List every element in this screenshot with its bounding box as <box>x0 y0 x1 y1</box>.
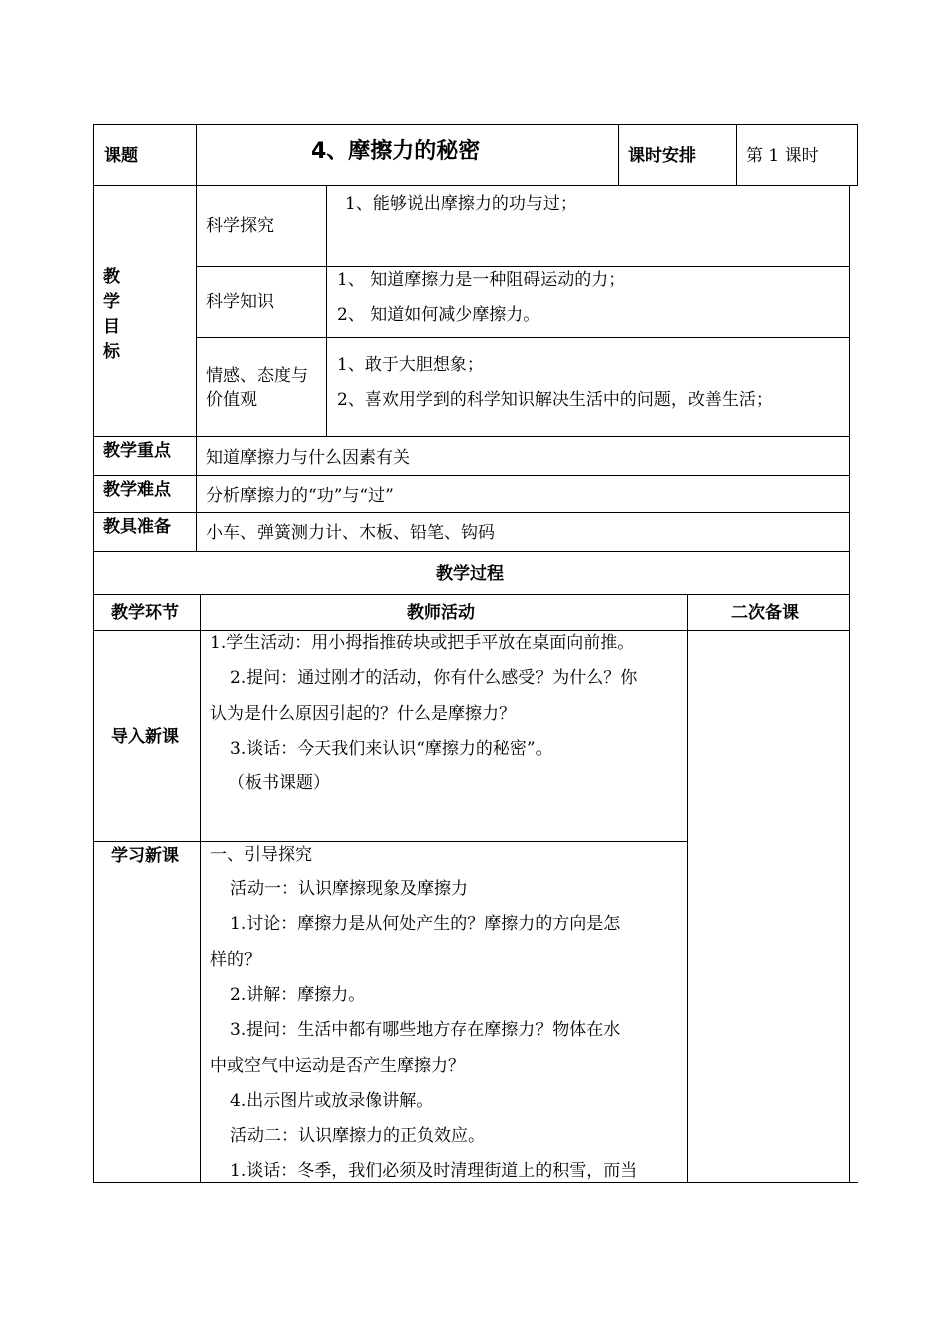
rule <box>93 630 850 631</box>
objective-item: 2、 知道如何减少摩擦力。 <box>337 305 541 325</box>
rule <box>196 337 850 338</box>
rule <box>93 436 850 437</box>
rule <box>196 124 197 551</box>
objectives-label-char: 教 <box>103 267 120 287</box>
rule <box>618 124 619 186</box>
objective-category: 价值观 <box>206 390 257 410</box>
page-title: 4、摩擦力的秘密 <box>311 139 481 164</box>
activity-line: 2.提问：通过刚才的活动，你有什么感受？为什么？你 <box>230 668 638 688</box>
key-points-value: 知道摩擦力与什么因素有关 <box>206 448 410 468</box>
schedule-label: 课时安排 <box>628 146 696 166</box>
rule <box>200 594 201 1183</box>
col-stage-header: 教学环节 <box>111 603 179 623</box>
difficulties-value: 分析摩擦力的“功”与“过” <box>206 486 394 506</box>
objective-category: 情感、态度与 <box>206 366 308 386</box>
activity-line: 1.谈话：冬季，我们必须及时清理街道上的积雪，而当 <box>230 1161 638 1181</box>
objectives-label <box>103 265 123 365</box>
rule <box>736 124 737 186</box>
rule <box>93 841 687 842</box>
rule <box>326 185 327 437</box>
rule <box>196 266 850 267</box>
objective-item: 1、敢于大胆想象； <box>337 355 484 375</box>
activity-line: 1.讨论：摩擦力是从何处产生的？摩擦力的方向是怎 <box>230 914 621 934</box>
activity-line: 4.出示图片或放录像讲解。 <box>230 1091 434 1111</box>
activity-line: 活动一：认识摩擦现象及摩擦力 <box>230 879 468 899</box>
topic-label: 课题 <box>104 146 138 166</box>
activity-line: 1.学生活动：用小拇指推砖块或把手平放在桌面向前推。 <box>210 633 635 653</box>
activity-line: 3.提问：生活中都有哪些地方存在摩擦力？物体在水 <box>230 1020 621 1040</box>
materials-value: 小车、弹簧测力计、木板、铅笔、钩码 <box>206 523 495 543</box>
objectives-label-char: 标 <box>103 342 120 362</box>
activity-line: 样的？ <box>210 950 261 970</box>
rule <box>687 841 688 1182</box>
objectives-label-char: 学 <box>103 292 120 312</box>
objective-item: 1、能够说出摩擦力的功与过； <box>345 194 577 214</box>
stage-label: 学习新课 <box>111 846 179 866</box>
objective-item: 2、喜欢用学到的科学知识解决生活中的问题，改善生活； <box>337 390 773 410</box>
rule <box>93 551 850 552</box>
objectives-label-char: 目 <box>103 317 120 337</box>
col-teacher-header: 教师活动 <box>407 603 475 623</box>
objective-category: 科学知识 <box>206 292 274 312</box>
activity-line: 中或空气中运动是否产生摩擦力？ <box>210 1056 465 1076</box>
rule <box>93 124 858 125</box>
col-notes-header: 二次备课 <box>731 603 799 623</box>
activity-line: 认为是什么原因引起的？什么是摩擦力？ <box>210 704 516 724</box>
rule <box>849 185 850 1182</box>
rule <box>93 475 850 476</box>
activity-line: 2.讲解：摩擦力。 <box>230 985 366 1005</box>
activity-line: 3.谈话：今天我们来认识“摩擦力的秘密”。 <box>230 739 553 759</box>
activity-line: 一、引导探究 <box>210 845 312 865</box>
rule <box>93 512 850 513</box>
rule <box>93 594 850 595</box>
objective-item: 1、 知道摩擦力是一种阻碍运动的力； <box>337 270 626 290</box>
process-title: 教学过程 <box>436 564 504 584</box>
schedule-value: 第 1 课时 <box>746 146 819 166</box>
stage-label: 导入新课 <box>111 727 179 747</box>
rule <box>93 124 94 1183</box>
activity-line: （板书课题） <box>228 773 330 793</box>
objective-category: 科学探究 <box>206 216 274 236</box>
rule <box>687 594 688 842</box>
rule <box>857 124 858 186</box>
activity-line: 活动二：认识摩擦力的正负效应。 <box>230 1126 485 1146</box>
materials-label: 教具准备 <box>103 517 171 537</box>
rule <box>93 1182 858 1183</box>
difficulties-label: 教学难点 <box>103 480 171 500</box>
rule <box>93 185 858 186</box>
key-points-label: 教学重点 <box>103 441 171 461</box>
